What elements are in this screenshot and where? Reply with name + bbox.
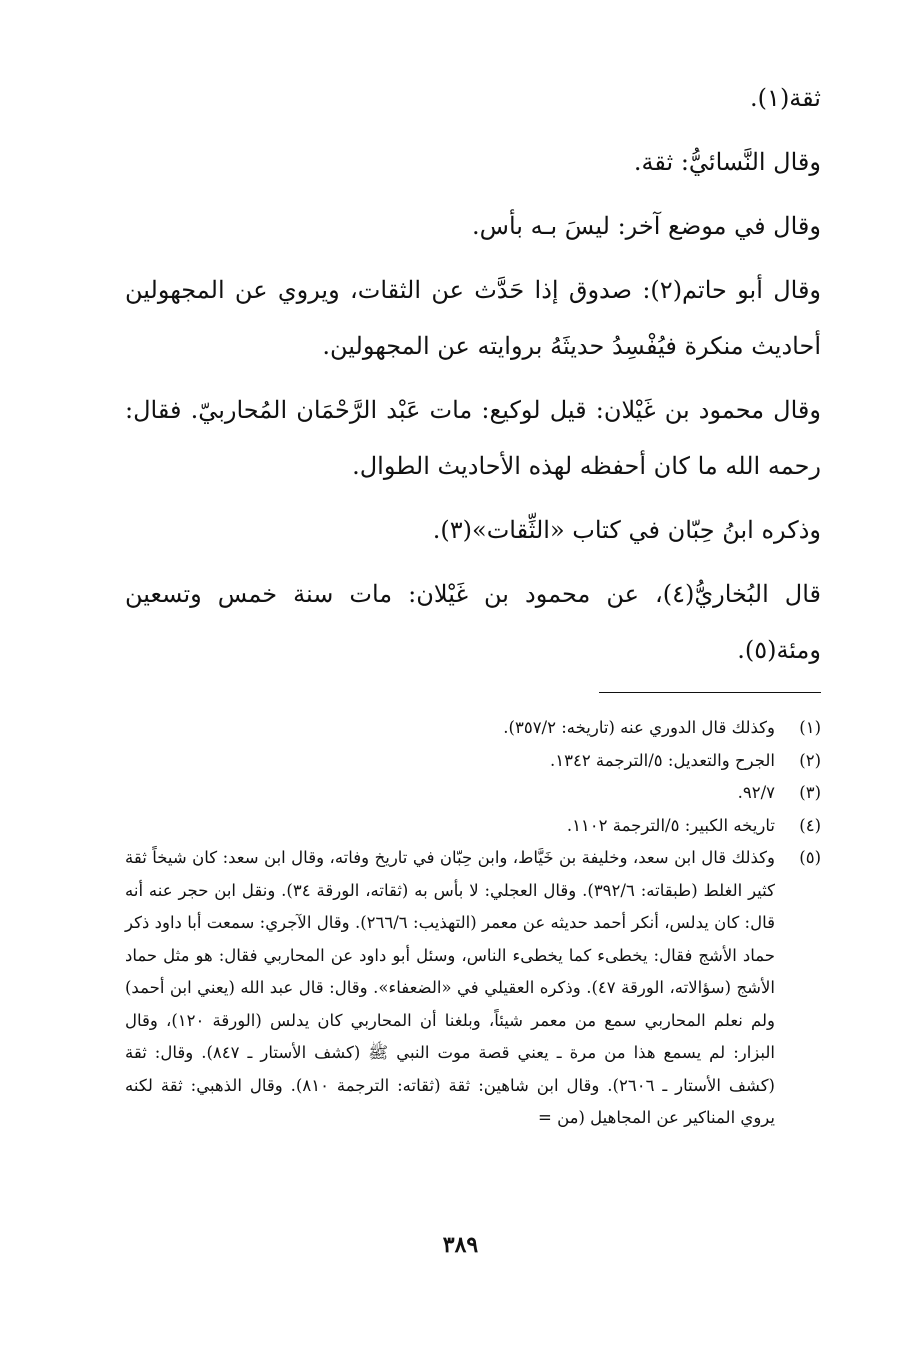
paragraph-4: وقال أبو حاتم(٢): صدوق إذا حَدَّث عن الثقات، ويروي عن المجهولين أحاديث منكرة فيُفْسِدُ حديثَهُ بروايته عن المجهولين.	[125, 276, 822, 360]
footnote-text: وكذلك قال ابن سعد، وخليفة بن خَيَّاط، وابن حِبّان في تاريخ وفاته، وقال ابن سعد: كان شيخاً ثقة كثير الغلط (طبقاته: ٣٩٢/٦). وقال العجلي: لا بأس به (ثقاته، الورقة ٣٤). ونقل ابن حجر عنه أنه قال: كان يدلس، أنكر أحمد حديثه عن معمر (التهذيب: ٢٦٦/٦). وقال الآجري: سمعت أبا داود ذكر حماد الأشج فقال: يخطىء كما يخطىء الناس، وسئل أبو داود عن المحاربي فقال: هو مثل حماد الأشج (سؤالاته، الورقة ٤٧). وذكره العقيلي في «الضعفاء». وقال: قال عبد الله (يعني ابن أحمد) ولم نعلم المحاربي سمع من معمر شيئاً، وبلغنا أن المحاربي كان يدلس (الورقة ١٢٠)، وقال البزار: لم يسمع هذا من مرة ـ يعني قصة موت النبي ﷺ (كشف الأستار ـ ٨٤٧). وقال: ثقة (كشف الأستار ـ ٢٦٠٦). وقال ابن شاهين: ثقة (ثقاته: الترجمة ٨١٠). وقال الذهبي: ثقة لكنه يروي المناكير عن المجاهيل (من =	[125, 848, 775, 1127]
footnote-2	[125, 745, 821, 778]
footnote-number: (٥)	[799, 848, 821, 867]
footnote-number: (٤)	[799, 815, 821, 835]
footnote-text: ٩٢/٧.	[737, 783, 775, 802]
footnote-text: تاريخه الكبير: ٥/الترجمة ١١٠٢.	[566, 815, 775, 835]
footnote-5	[125, 842, 821, 1135]
footnote-number: (٣)	[799, 783, 821, 802]
paragraph-5: وقال محمود بن غَيْلان: قيل لوكيع: مات عَبْد الرَّحْمَان المُحاربيّ. فقال: رحمه الله ما كان أحفظه لهذه الأحاديث الطوال.	[125, 396, 821, 480]
footnote-text: وكذلك قال الدوري عنه (تاريخه: ٣٥٧/٢).	[503, 718, 775, 737]
footnote-4	[125, 810, 821, 843]
paragraph-1: ثقة(١).	[750, 84, 821, 112]
footnote-number: (٢)	[799, 750, 821, 770]
footnote-text: الجرح والتعديل: ٥/الترجمة ١٣٤٢.	[549, 750, 775, 770]
footnote-number: (١)	[799, 718, 821, 737]
footnote-1	[125, 712, 821, 745]
main-text	[125, 70, 821, 686]
footnote-3	[125, 777, 821, 810]
paragraph-7: قال البُخاريُّ(٤)، عن محمود بن غَيْلان: مات سنة خمس وتسعين ومئة(٥).	[125, 580, 822, 664]
paragraph-6: وذكره ابنُ حِبّان في كتاب «الثِّقات»(٣).	[432, 516, 821, 544]
page-number: ٣٨٩	[442, 1232, 479, 1258]
footnote-separator	[599, 692, 821, 693]
footnotes	[125, 712, 821, 1135]
paragraph-3: وقال في موضع آخر: ليسَ بـه بأس.	[472, 212, 821, 240]
paragraph-2: وقال النَّسائيُّ: ثقة.	[633, 148, 821, 176]
